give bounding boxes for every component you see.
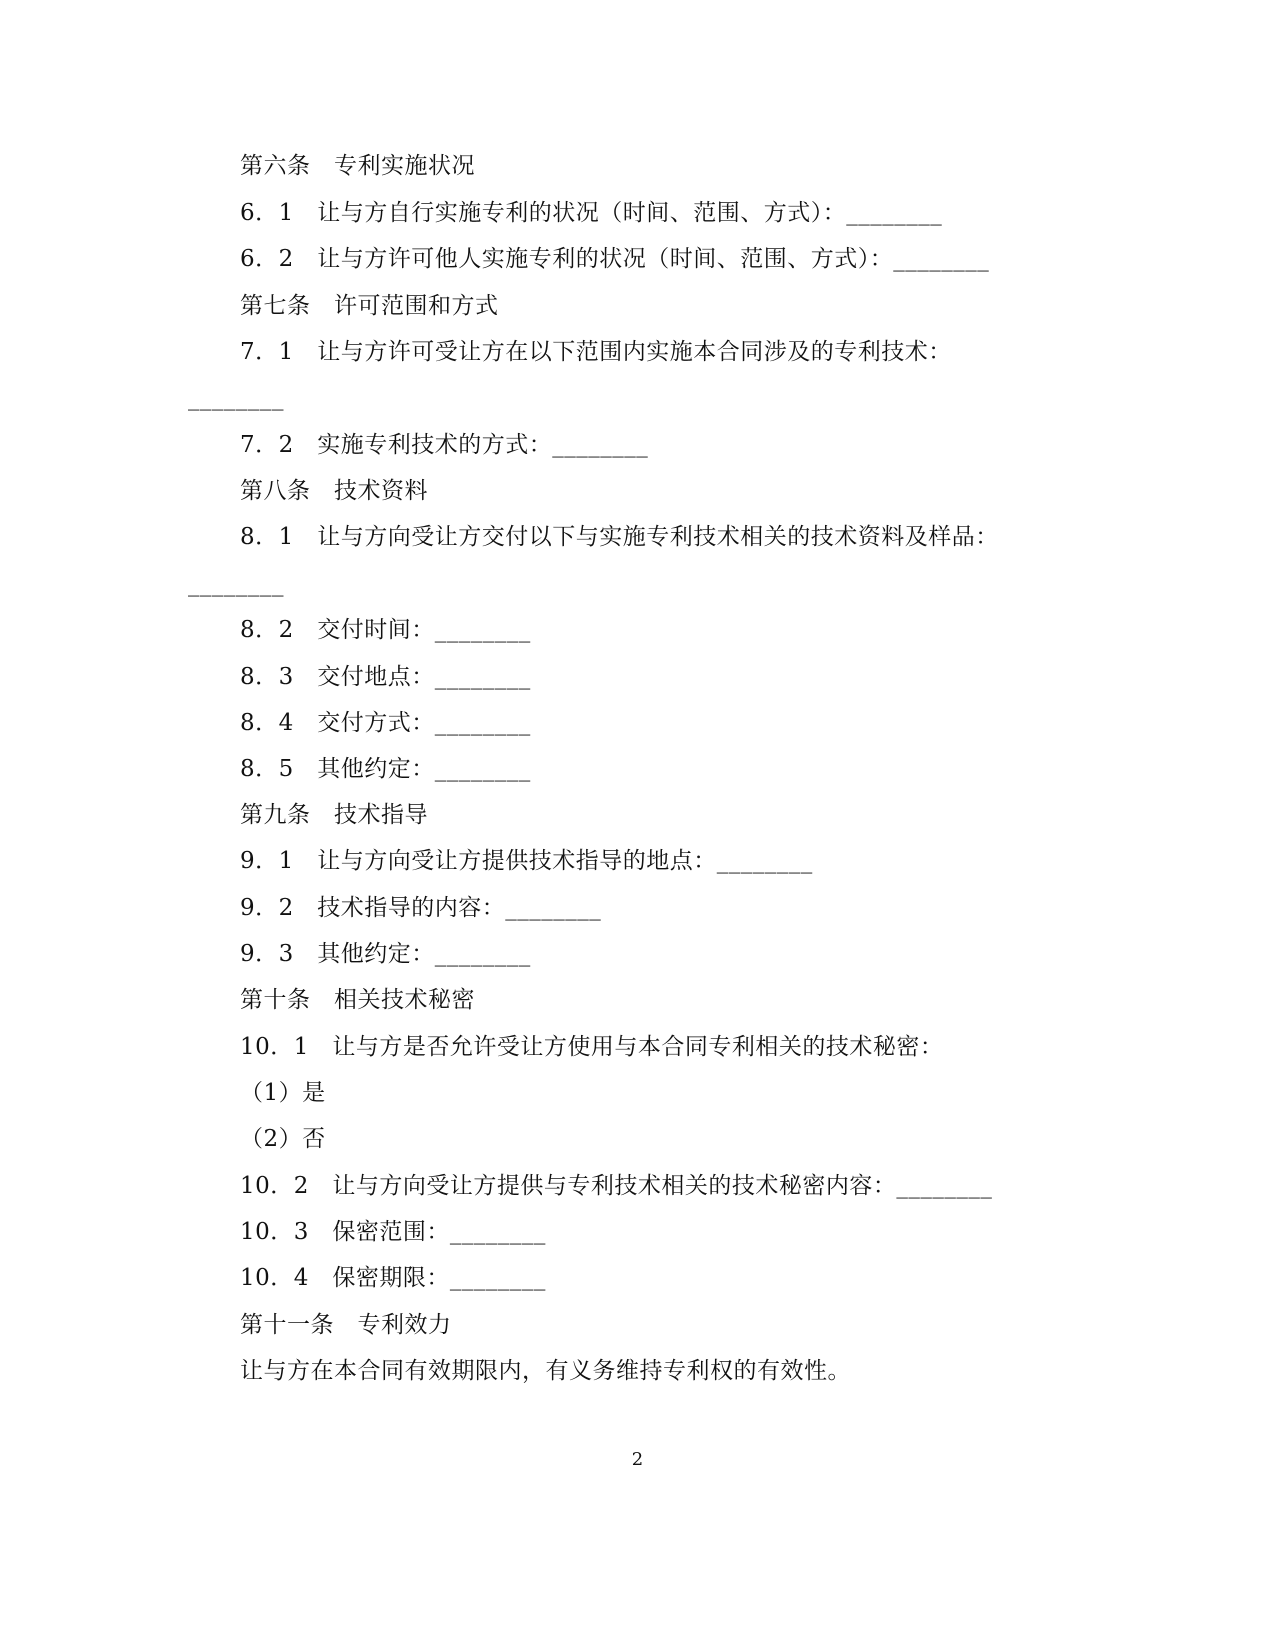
clause-10-2: 10．2 让与方向受让方提供与专利技术相关的技术秘密内容：________ (240, 1173, 993, 1199)
article-11-heading: 第十一条 专利效力 (240, 1312, 452, 1338)
clause-6-2: 6．2 让与方许可他人实施专利的状况（时间、范围、方式）：________ (240, 246, 990, 272)
article-10-heading: 第十条 相关技术秘密 (240, 987, 475, 1013)
clause-8-1: 8．1 让与方向受让方交付以下与实施专利技术相关的技术资料及样品： (240, 524, 999, 550)
clause-8-1-blank: ________ (188, 571, 284, 597)
article-6-heading: 第六条 专利实施状况 (240, 153, 475, 179)
clause-7-1: 7．1 让与方许可受让方在以下范围内实施本合同涉及的专利技术： (240, 339, 952, 365)
clause-9-1: 9．1 让与方向受让方提供技术指导的地点：________ (240, 848, 813, 874)
clause-10-3: 10．3 保密范围：________ (240, 1219, 546, 1245)
article-7-heading: 第七条 许可范围和方式 (240, 293, 499, 319)
clause-9-3: 9．3 其他约定：________ (240, 941, 531, 967)
clause-8-2: 8．2 交付时间：________ (240, 617, 531, 643)
clause-10-1-option-yes: （1）是 (240, 1080, 326, 1106)
clause-10-4: 10．4 保密期限：________ (240, 1265, 546, 1291)
clause-7-1-blank: ________ (188, 385, 284, 411)
clause-8-5: 8．5 其他约定：________ (240, 756, 531, 782)
clause-7-2: 7．2 实施专利技术的方式：________ (240, 432, 649, 458)
clause-10-1-option-no: （2）否 (240, 1126, 326, 1152)
clause-10-1: 10．1 让与方是否允许受让方使用与本合同专利相关的技术秘密： (240, 1034, 944, 1060)
clause-8-4: 8．4 交付方式：________ (240, 710, 531, 736)
clause-6-1: 6．1 让与方自行实施专利的状况（时间、范围、方式）：________ (240, 200, 943, 226)
article-8-heading: 第八条 技术资料 (240, 478, 428, 504)
clause-8-3: 8．3 交付地点：________ (240, 664, 531, 690)
page-number: 2 (631, 1449, 644, 1470)
article-9-heading: 第九条 技术指导 (240, 802, 428, 828)
clause-9-2: 9．2 技术指导的内容：________ (240, 895, 602, 921)
article-11-text: 让与方在本合同有效期限内，有义务维持专利权的有效性。 (240, 1358, 851, 1384)
